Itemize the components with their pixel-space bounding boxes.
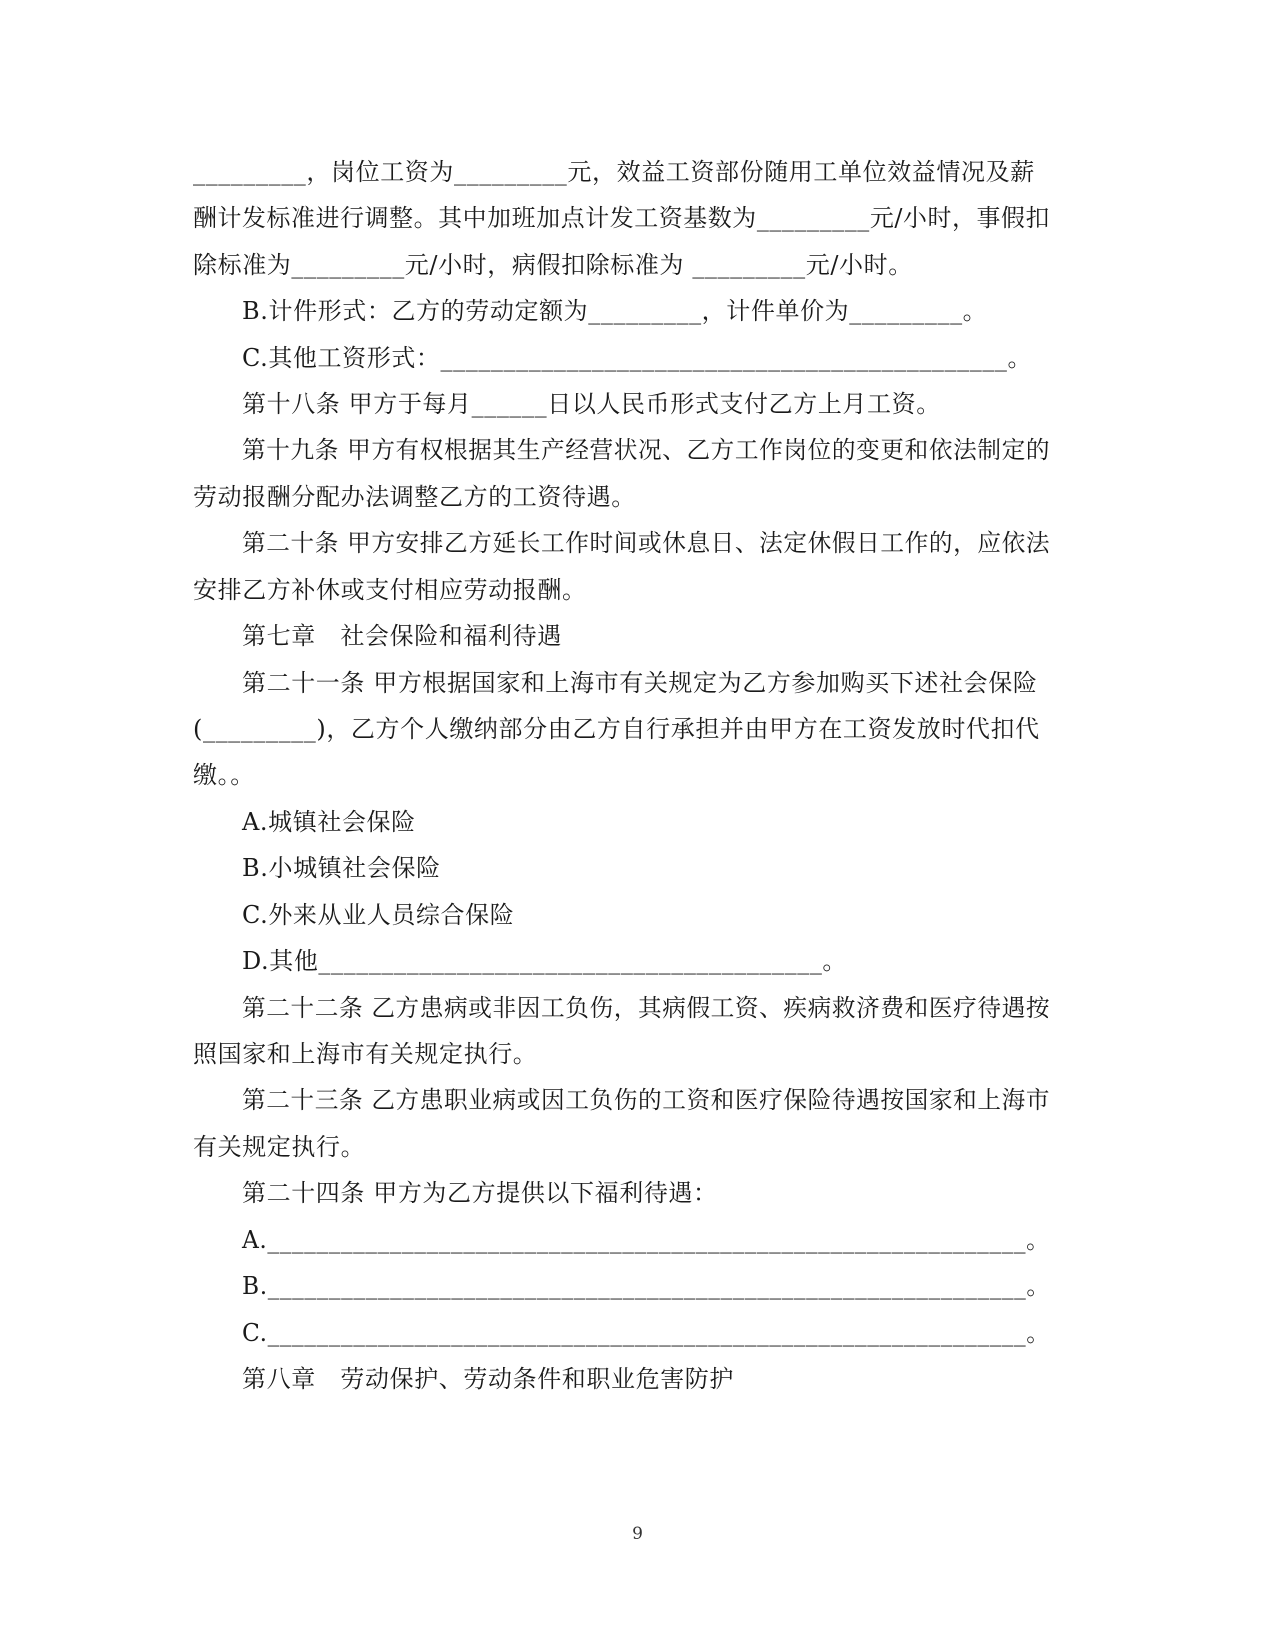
text-line: 酬计发标准进行调整。其中加班加点计发工资基数为_________元/小时，事假扣 bbox=[193, 204, 1051, 232]
text-line: 第二十条 甲方安排乙方延长工作时间或休息日、法定休假日工作的，应依法 bbox=[242, 529, 1051, 557]
list-item: B.小城镇社会保险 bbox=[242, 854, 441, 882]
text-line: 劳动报酬分配办法调整乙方的工资待遇。 bbox=[193, 483, 636, 511]
text-line: 第二十三条 乙方患职业病或因工负伤的工资和医疗保险待遇按国家和上海市 bbox=[242, 1086, 1051, 1114]
text-line: 有关规定执行。 bbox=[193, 1133, 366, 1161]
list-item: A.城镇社会保险 bbox=[242, 808, 416, 836]
text-line: 第十九条 甲方有权根据其生产经营状况、乙方工作岗位的变更和依法制定的 bbox=[242, 436, 1051, 464]
text-line: 除标准为_________元/小时，病假扣除标准为 _________元/小时。 bbox=[193, 251, 913, 279]
list-item: D.其他________________________________________。 bbox=[242, 947, 848, 975]
text-line: 第二十四条 甲方为乙方提供以下福利待遇： bbox=[242, 1179, 718, 1207]
list-item: C.______________________________________________________________。 bbox=[242, 1319, 1051, 1347]
text-line: 安排乙方补休或支付相应劳动报酬。 bbox=[193, 576, 587, 604]
text-line: (_________)，乙方个人缴纳部分由乙方自行承担并由甲方在工资发放时代扣代 bbox=[193, 715, 1040, 743]
list-item: B.______________________________________________________________。 bbox=[242, 1272, 1051, 1300]
text-line: 缴。。 bbox=[193, 761, 255, 789]
chapter-heading: 第八章 劳动保护、劳动条件和职业危害防护 bbox=[242, 1365, 734, 1393]
chapter-heading: 第七章 社会保险和福利待遇 bbox=[242, 622, 562, 650]
list-item: A.______________________________________________________________。 bbox=[242, 1226, 1051, 1254]
text-line: 第二十二条 乙方患病或非因工负伤，其病假工资、疾病救济费和医疗待遇按 bbox=[242, 994, 1051, 1022]
page-number: 9 bbox=[632, 1524, 643, 1544]
text-line: 第十八条 甲方于每月______日以人民币形式支付乙方上月工资。 bbox=[242, 390, 941, 418]
text-line: _________，岗位工资为_________元，效益工资部份随用工单位效益情况及薪 bbox=[193, 158, 1035, 186]
text-line: 第二十一条 甲方根据国家和上海市有关规定为乙方参加购买下述社会保险 bbox=[242, 669, 1038, 697]
text-line: B.计件形式：乙方的劳动定额为_________，计件单价为_________。 bbox=[242, 297, 988, 325]
list-item: C.外来从业人员综合保险 bbox=[242, 901, 515, 929]
text-line: 照国家和上海市有关规定执行。 bbox=[193, 1040, 538, 1068]
text-line: C.其他工资形式：_____________________________________________。 bbox=[242, 344, 1033, 372]
